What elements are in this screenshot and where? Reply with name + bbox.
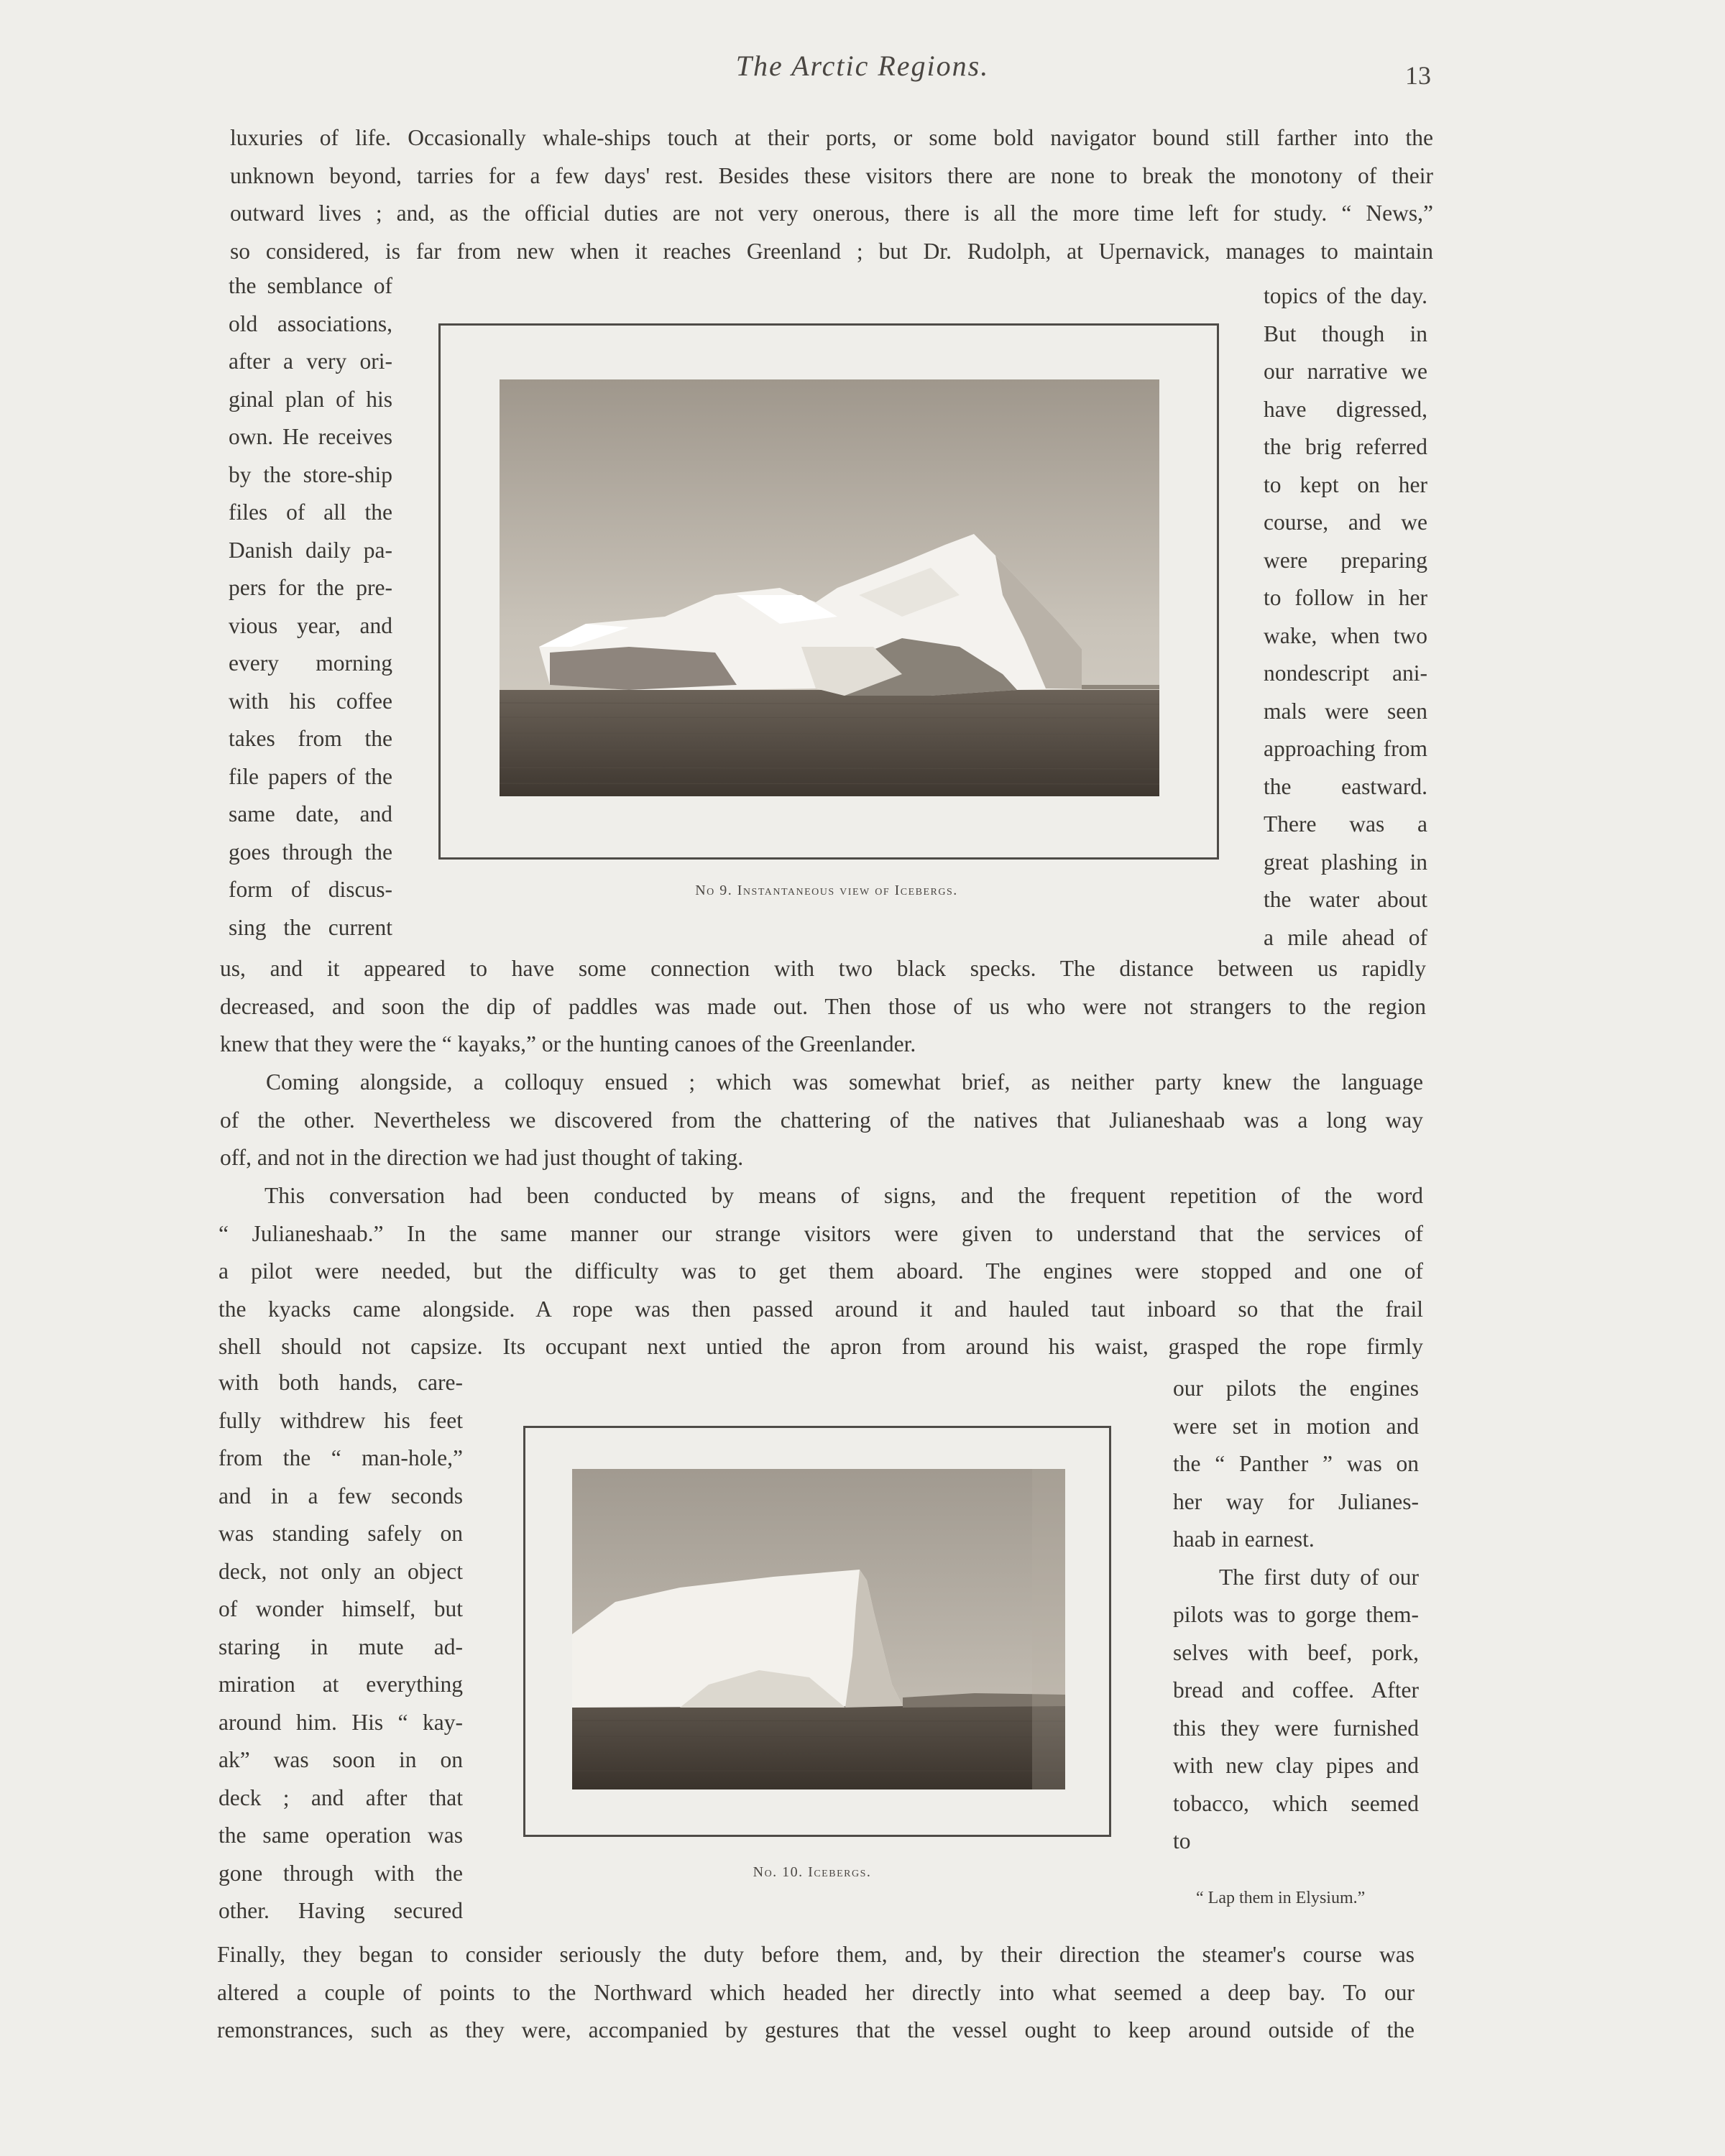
text-line: haab in earnest. (1173, 1526, 1315, 1552)
text-line: were set in motion and (1173, 1413, 1419, 1439)
text-line: around him. His “ kay- (218, 1709, 463, 1735)
paragraph-conversation (218, 1177, 1423, 1366)
text-line: luxuries of life. Occasionally whale-ships touch at their ports, or some bold navigator bound still farther into the (230, 125, 1433, 150)
text-line: sing the current (229, 914, 392, 940)
text-line: the “ Panther ” was on (1173, 1451, 1419, 1476)
text-line: us, and it appeared to have some connection with two black specks. The distance between us rapidly (220, 956, 1426, 981)
text-line: from the “ man-hole,” (218, 1445, 463, 1470)
text-line: fully withdrew his feet (218, 1407, 463, 1433)
text-line: our narrative we (1264, 359, 1427, 384)
text-line: of the other. Nevertheless we discovered from the chattering of the natives that Julianeshaab was a long way (220, 1107, 1423, 1133)
text-line: There was a (1264, 811, 1427, 837)
text-line: and in a few seconds (218, 1483, 463, 1508)
text-line: same date, and (229, 801, 392, 826)
text-line: this they were furnished (1173, 1715, 1419, 1741)
text-line: great plashing in (1264, 849, 1427, 875)
text-line: of wonder himself, but (218, 1596, 463, 1621)
text-line: to kept on her (1264, 471, 1427, 497)
text-line: with both hands, care- (218, 1370, 463, 1395)
text-line: Danish daily pa- (229, 537, 392, 563)
text-line: approaching from (1264, 736, 1427, 761)
paragraph-coming-alongside (220, 1064, 1423, 1177)
text-line: file papers of the (229, 763, 392, 789)
text-line: selves with beef, pork, (1173, 1639, 1419, 1665)
text-line: deck, not only an object (218, 1558, 463, 1584)
text-line: The first duty of our (1219, 1564, 1419, 1590)
text-line: nondescript ani- (1264, 660, 1427, 686)
text-line: altered a couple of points to the Northward which headed her directly into what seemed a deep bay. To our (217, 1979, 1414, 2005)
text-line: topics of the day. (1264, 283, 1427, 308)
poetic-quote: “ Lap them in Elysium.” (1196, 1889, 1366, 1907)
page-number: 13 (1405, 61, 1431, 90)
text-line: outward lives ; and, as the official duties are not very onerous, there is all the more time left for study. “ News,” (230, 201, 1433, 226)
plate-2-caption: No. 10. Icebergs. (753, 1864, 872, 1880)
text-line: Finally, they began to consider seriously the duty before them, and, by their direction the steamer's course was (217, 1942, 1414, 1967)
plate-1-caption: No 9. Instantaneous view of Icebergs. (695, 883, 958, 898)
text-line: wake, when two (1264, 622, 1427, 648)
text-line: her way for Julianes- (1173, 1488, 1419, 1514)
text-line: pers for the pre- (229, 575, 392, 600)
text-line: This conversation had been conducted by means of signs, and the frequent repetition of the word (264, 1183, 1423, 1208)
text-line: bread and coffee. After (1173, 1677, 1419, 1703)
middle-paragraph (220, 950, 1426, 1064)
text-line: old associations, (229, 310, 392, 336)
text-line: the semblance of (229, 273, 392, 298)
text-line: have digressed, (1264, 396, 1427, 422)
text-line: to follow in her (1264, 585, 1427, 610)
text-line: knew that they were the “ kayaks,” or the hunting canoes of the Greenlander. (220, 1031, 916, 1056)
text-line: after a very ori- (229, 349, 392, 374)
text-line: the brig referred (1264, 434, 1427, 459)
text-line: form of discus- (229, 877, 392, 902)
text-line: off, and not in the direction we had just thought of taking. (220, 1145, 744, 1170)
text-line: other. Having secured (218, 1898, 463, 1923)
text-line: mals were seen (1264, 698, 1427, 724)
text-line: decreased, and soon the dip of paddles was made out. Then those of us who were not strangers to the region (220, 993, 1426, 1019)
right-column-2 (1173, 1370, 1419, 1861)
text-line: deck ; and after that (218, 1784, 463, 1810)
text-line: with his coffee (229, 688, 392, 714)
text-line: a mile ahead of (1264, 924, 1427, 950)
text-line: remonstrances, such as they were, accompanied by gestures that the vessel ought to keep around outside of the (217, 2017, 1414, 2042)
text-line: the same operation was (218, 1823, 463, 1848)
text-line: gone through with the (218, 1860, 463, 1886)
left-column-2 (218, 1364, 463, 1930)
text-line: so considered, is far from new when it reaches Greenland ; but Dr. Rudolph, at Upernavick, manages to maintain (230, 238, 1433, 264)
text-line: own. He receives (229, 424, 392, 449)
text-line: every morning (229, 650, 392, 676)
text-line: with new clay pipes and (1173, 1753, 1419, 1778)
text-line: ak” was soon in on (218, 1747, 463, 1772)
text-line: the eastward. (1264, 773, 1427, 799)
iceberg-photo-1 (500, 379, 1159, 796)
text-line: tobacco, which seemed (1173, 1790, 1419, 1816)
right-column-1 (1264, 277, 1427, 957)
text-line: were preparing (1264, 547, 1427, 573)
left-column-1 (229, 267, 392, 946)
text-line: pilots was to gorge them- (1173, 1602, 1419, 1627)
text-line: course, and we (1264, 510, 1427, 535)
text-line: takes from the (229, 726, 392, 751)
text-line: unknown beyond, tarries for a few days' rest. Besides these visitors there are none to break the monotony of their (230, 162, 1433, 188)
text-line: by the store-ship (229, 461, 392, 487)
iceberg-photo-2 (572, 1469, 1065, 1789)
running-title: The Arctic Regions. (735, 50, 990, 82)
text-line: files of all the (229, 499, 392, 525)
text-line: miration at everything (218, 1672, 463, 1697)
text-line: a pilot were needed, but the difficulty was to get them aboard. The engines were stopped and one of (218, 1258, 1423, 1284)
text-line: “ Julianeshaab.” In the same manner our strange visitors were given to understand that the services of (218, 1220, 1423, 1246)
text-line: ginal plan of his (229, 386, 392, 412)
text-line: the kyacks came alongside. A rope was then passed around it and hauled taut inboard so that the frail (218, 1296, 1423, 1322)
top-paragraph (230, 119, 1433, 270)
text-line: shell should not capsize. Its occupant next untied the apron from around his waist, grasped the rope firmly (218, 1334, 1423, 1359)
text-line: vious year, and (229, 612, 392, 638)
text-line: was standing safely on (218, 1521, 463, 1546)
text-line: the water about (1264, 887, 1427, 912)
text-line: Coming alongside, a colloquy ensued ; which was somewhat brief, as neither party knew the language (266, 1069, 1423, 1095)
text-line: staring in mute ad- (218, 1634, 463, 1659)
text-line: to (1173, 1828, 1191, 1853)
text-line: our pilots the engines (1173, 1376, 1419, 1401)
text-line: goes through the (229, 839, 392, 865)
bottom-paragraph (217, 1936, 1414, 2050)
text-line: But though in (1264, 321, 1427, 346)
